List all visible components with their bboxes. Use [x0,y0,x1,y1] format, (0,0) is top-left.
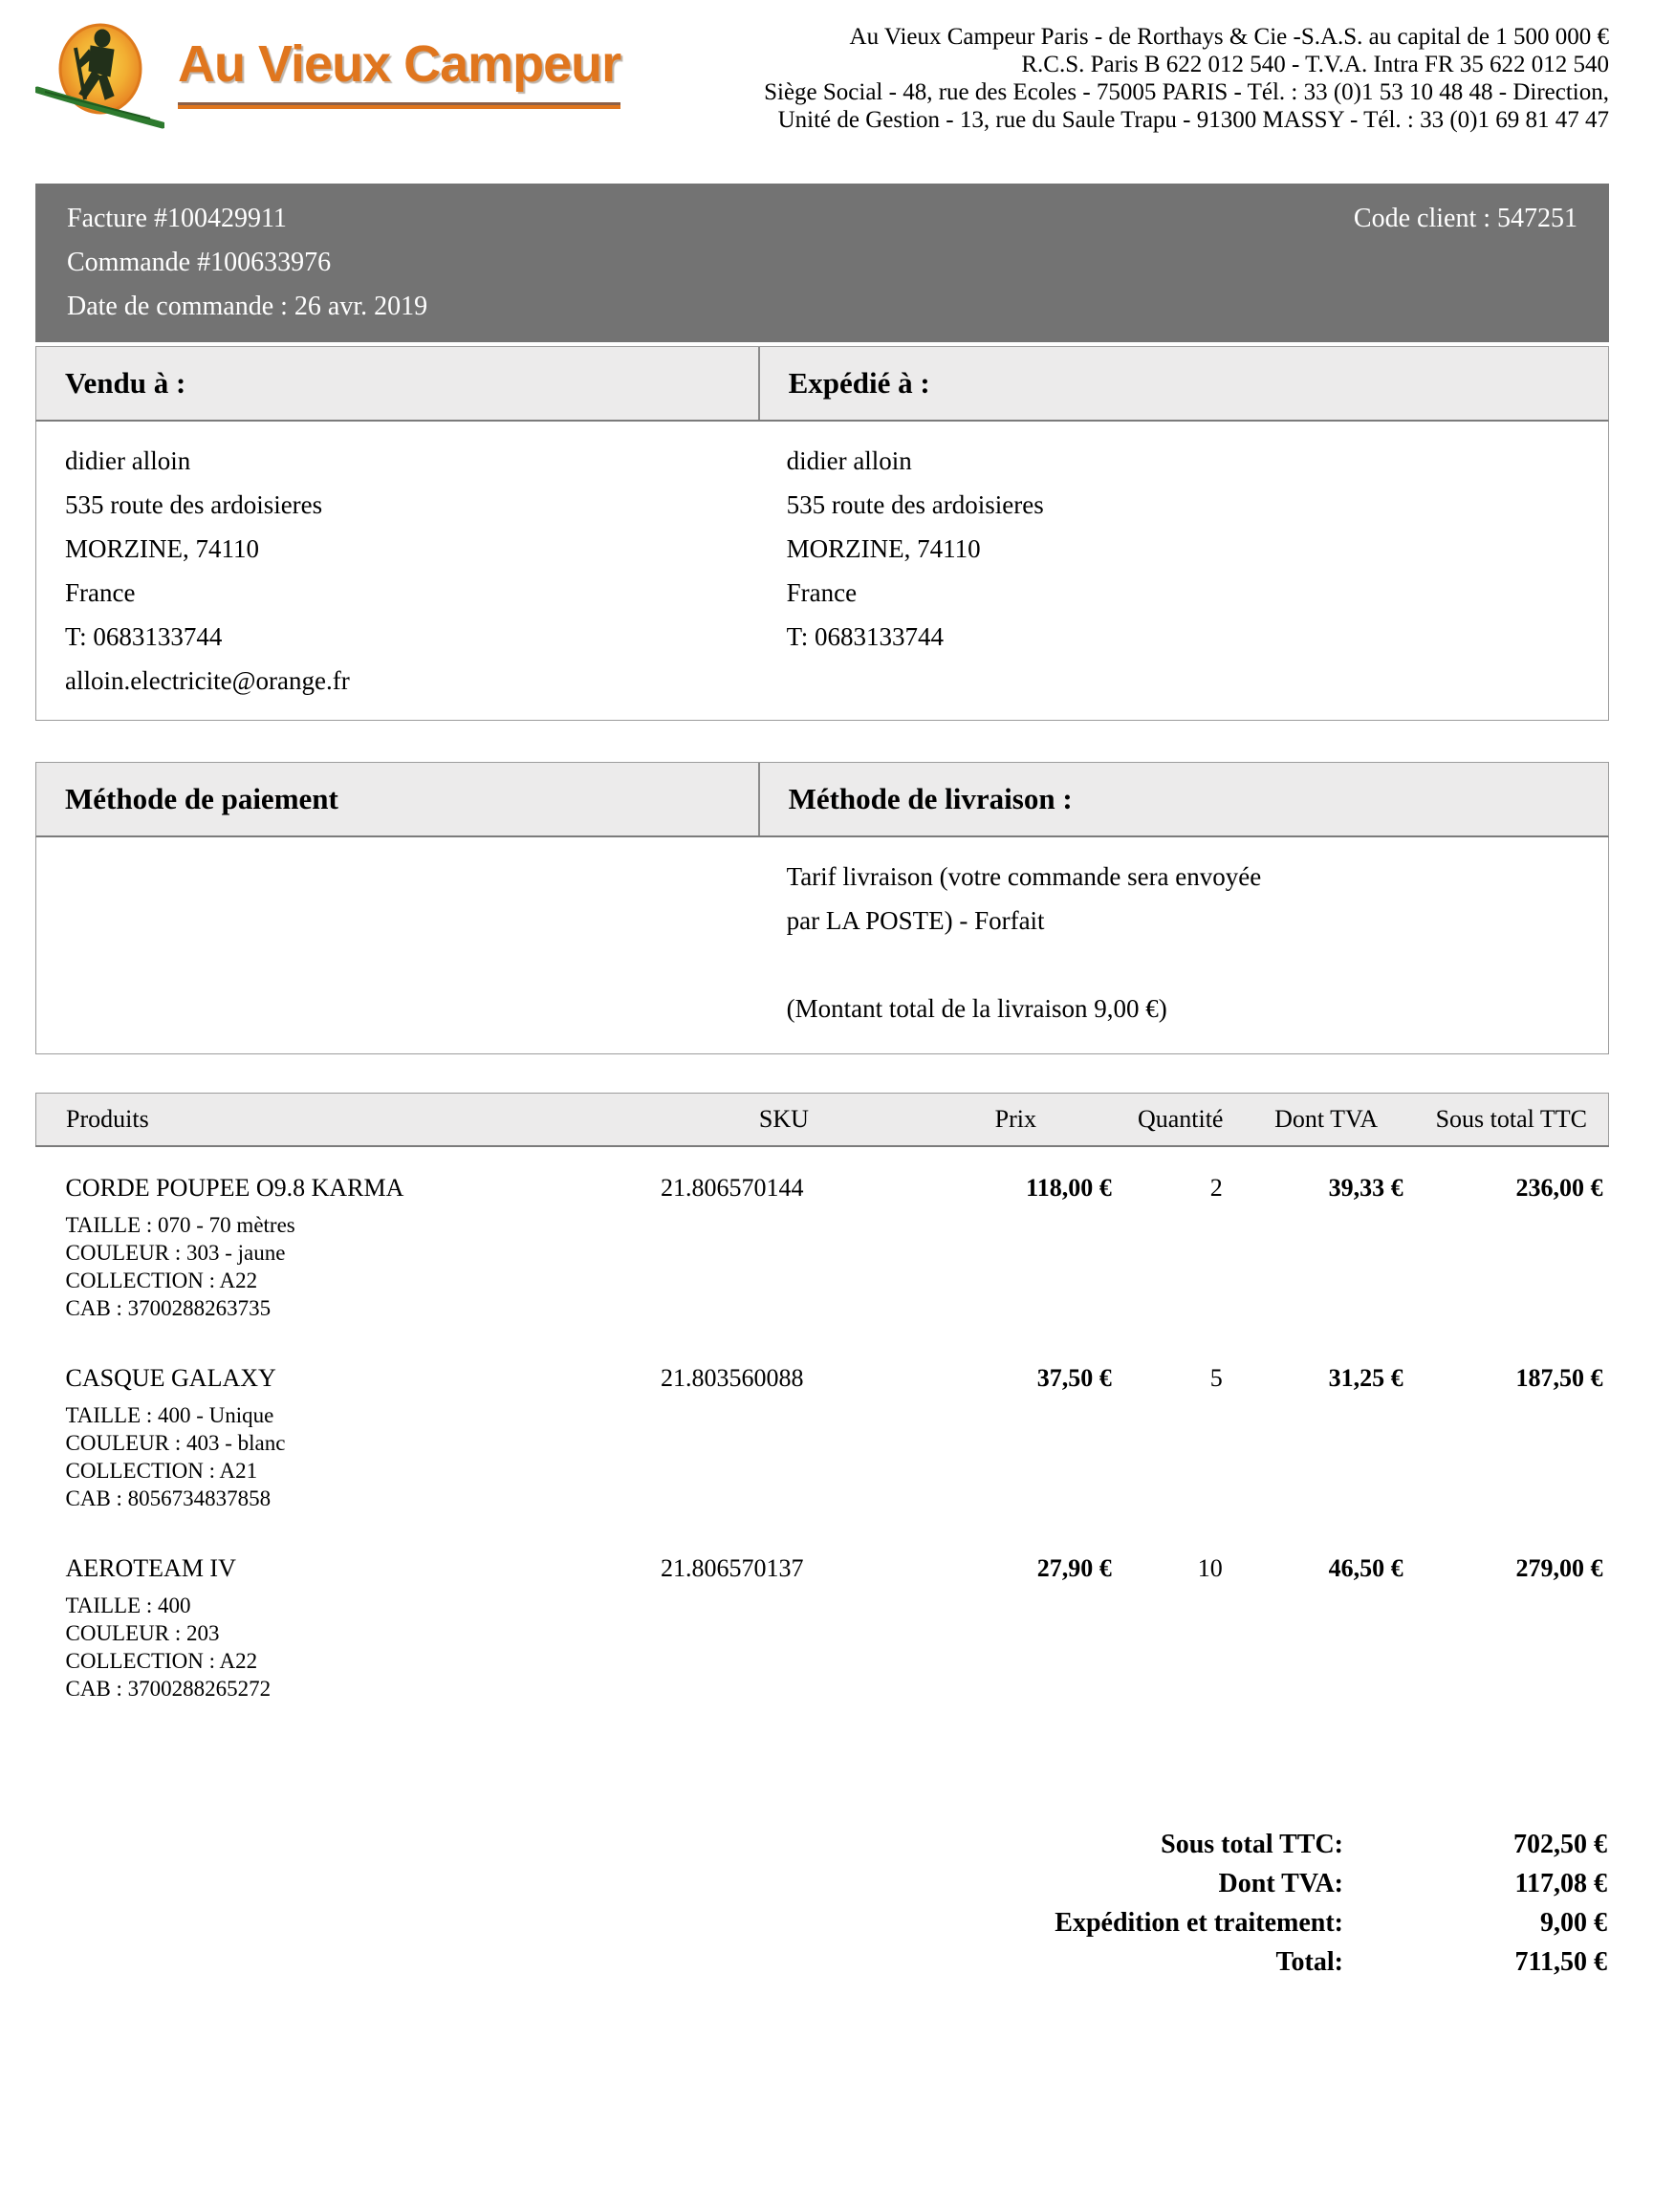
sold-to-address [36,422,758,720]
address-line: T: 0683133744 [65,622,223,651]
client-code: Code client : 547251 [1353,204,1577,233]
total-label: Dont TVA: [1218,1869,1343,1898]
subtotal-cell: 187,50 € [1515,1364,1603,1392]
items-table [35,1093,1609,1718]
tva-cell: 46,50 € [1328,1554,1403,1582]
product-cell [36,1146,661,1337]
addresses-box [35,346,1609,721]
items-table-header-row [36,1094,1609,1147]
address-line: 535 route des ardoisieres [786,490,1044,519]
total-value: 711,50 € [1514,1947,1607,1977]
quantity-cell: 10 [1197,1554,1223,1582]
totals-row [35,1864,1609,1903]
methods-box-header [35,762,1609,837]
invoice-bar [35,184,1609,342]
shipping-method-title: Méthode de livraison : [758,763,1608,835]
product-detail: TAILLE : 400 - Unique [65,1403,274,1427]
product-name: AEROTEAM IV [65,1554,236,1582]
product-detail: COULEUR : 303 - jaune [65,1241,286,1265]
product-detail: CAB : 3700288265272 [65,1677,272,1701]
brand-logo [35,21,620,131]
company-info-line: Au Vieux Campeur Paris - de Rorthays & Cie -S.A.S. au capital de 1 500 000 € [849,24,1609,50]
product-detail: COLLECTION : A22 [65,1269,258,1292]
shipping-method-line [787,943,1579,987]
price-cell: 118,00 € [1026,1174,1112,1202]
product-cell [36,1528,661,1718]
ship-to-title: Expédié à : [758,347,1608,420]
col-header-quantite: Quantité [1123,1094,1238,1147]
product-detail: TAILLE : 070 - 70 mètres [65,1213,295,1237]
totals-row [35,1903,1609,1942]
brand-underline [178,102,620,109]
quantity-cell: 5 [1209,1364,1223,1392]
sku-cell: 21.806570137 [661,1554,804,1582]
product-row [36,1337,1609,1528]
company-info [764,21,1609,134]
addresses-box-body [35,422,1609,721]
col-header-produits: Produits [36,1094,661,1147]
address-email: alloin.electricite@orange.fr [65,666,350,695]
product-detail: TAILLE : 400 [65,1594,191,1617]
address-line: MORZINE, 74110 [786,534,981,563]
total-value: 117,08 € [1514,1869,1607,1898]
company-info-line: R.C.S. Paris B 622 012 540 - T.V.A. Intra FR 35 622 012 540 [1021,52,1609,77]
total-label: Expédition et traitement: [1055,1908,1343,1938]
total-value: 702,50 € [1513,1830,1607,1859]
product-name: CASQUE GALAXY [65,1364,276,1392]
price-cell: 27,90 € [1036,1554,1112,1582]
product-name: CORDE POUPEE O9.8 KARMA [65,1174,404,1202]
totals-section [35,1825,1609,1982]
subtotal-cell: 279,00 € [1515,1554,1603,1582]
col-header-dont-tva: Dont TVA [1238,1094,1415,1147]
quantity-cell: 2 [1209,1174,1223,1202]
product-row [36,1146,1609,1337]
shipping-method-line: Tarif livraison (votre commande sera envoyée [786,862,1262,891]
price-cell: 37,50 € [1036,1364,1112,1392]
commande-number: Commande #100633976 [67,248,332,277]
methods-box-body [35,837,1609,1054]
company-info-line: Siège Social - 48, rue des Ecoles - 75005 PARIS - Tél. : 33 (0)1 53 10 48 48 - Direction, [764,79,1609,105]
sold-to-title: Vendu à : [65,366,186,400]
hiker-logo-icon [35,21,164,131]
address-line: MORZINE, 74110 [65,534,259,563]
product-row [36,1528,1609,1718]
total-label: Total: [1275,1947,1343,1977]
product-detail: COULEUR : 403 - blanc [65,1431,286,1455]
ship-to-address [758,422,1608,720]
methods-box [35,762,1609,1054]
col-header-sku: SKU [660,1094,908,1147]
shipping-method-line: par LA POSTE) - Forfait [786,906,1045,935]
product-detail: COLLECTION : A22 [65,1649,258,1673]
totals-row [35,1825,1609,1864]
facture-number: Facture #100429911 [67,204,287,233]
address-line: France [786,578,858,607]
col-header-sous-total: Sous total TTC [1415,1094,1609,1147]
shipping-method-content [758,837,1608,1053]
brand-title-block [178,21,620,109]
col-header-prix: Prix [908,1094,1123,1147]
address-line: 535 route des ardoisieres [65,490,323,519]
product-cell [36,1337,661,1528]
invoice-bar-left [67,197,427,329]
total-label: Sous total TTC: [1161,1830,1343,1859]
total-value: 9,00 € [1540,1908,1607,1938]
payment-method-content [36,837,758,1053]
tva-cell: 39,33 € [1328,1174,1403,1202]
address-line: T: 0683133744 [786,622,944,651]
product-detail: COULEUR : 203 [65,1621,220,1645]
product-detail: CAB : 3700288263735 [65,1296,272,1320]
product-detail: COLLECTION : A21 [65,1459,258,1483]
brand-title: Au Vieux Campeur [178,35,621,93]
payment-method-title: Méthode de paiement [65,782,338,815]
totals-row [35,1942,1609,1982]
addresses-box-header [35,346,1609,422]
address-line: didier alloin [786,446,912,475]
address-line: France [65,578,136,607]
product-detail: CAB : 8056734837858 [65,1486,272,1510]
page-header [35,21,1609,134]
tva-cell: 31,25 € [1328,1364,1403,1392]
subtotal-cell: 236,00 € [1515,1174,1603,1202]
shipping-method-line: (Montant total de la livraison 9,00 €) [786,994,1167,1023]
order-date: Date de commande : 26 avr. 2019 [67,292,428,321]
address-line: didier alloin [65,446,191,475]
sku-cell: 21.806570144 [661,1174,804,1202]
company-info-line: Unité de Gestion - 13, rue du Saule Trapu - 91300 MASSY - Tél. : 33 (0)1 69 81 47 47 [777,107,1609,133]
sku-cell: 21.803560088 [661,1364,804,1392]
